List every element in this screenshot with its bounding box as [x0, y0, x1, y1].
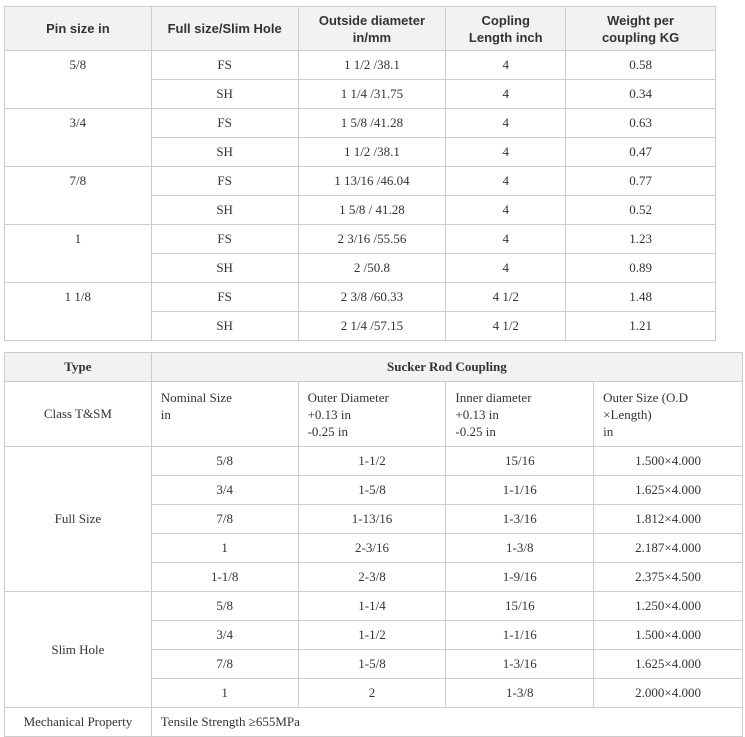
group-label-full-size: Full Size — [5, 447, 152, 592]
table-cell: 1 5/8 /41.28 — [298, 109, 446, 138]
header-pin-size: Pin size in — [5, 7, 152, 51]
type-header: Type — [5, 353, 152, 382]
table-cell: 0.52 — [566, 196, 716, 225]
table-cell: 4 — [446, 80, 566, 109]
table-row — [5, 447, 743, 476]
table-cell: 1-1/16 — [446, 621, 594, 650]
table-cell: 1 — [151, 534, 298, 563]
table-cell: 0.47 — [566, 138, 716, 167]
header-nominal-size: Nominal Size in — [151, 382, 298, 447]
table-cell: SH — [151, 138, 298, 167]
table-cell: 4 — [446, 167, 566, 196]
table-cell: 1 1/2 /38.1 — [298, 51, 446, 80]
table-cell: 0.89 — [566, 254, 716, 283]
table-cell: 2-3/16 — [298, 534, 446, 563]
table-cell: 1-3/8 — [446, 534, 594, 563]
table-cell: 2 1/4 /57.15 — [298, 312, 446, 341]
table-cell: SH — [151, 254, 298, 283]
header-outer-size: Outer Size (O.D ×Length) in — [594, 382, 743, 447]
table-cell: 4 1/2 — [446, 312, 566, 341]
pin-size-cell: 3/4 — [5, 109, 152, 167]
table-cell: 1 13/16 /46.04 — [298, 167, 446, 196]
table-cell: 5/8 — [151, 447, 298, 476]
table-cell: 4 — [446, 254, 566, 283]
table-cell: 1 5/8 / 41.28 — [298, 196, 446, 225]
column-header-row — [5, 382, 743, 447]
table-cell: 2.375×4.500 — [594, 563, 743, 592]
coupling-dimensions-table — [4, 6, 716, 341]
header-outside-diameter: Outside diameter in/mm — [298, 7, 446, 51]
table-header-row — [5, 7, 716, 51]
table-cell: FS — [151, 225, 298, 254]
table-cell: 4 — [446, 51, 566, 80]
header-outer-diameter: Outer Diameter +0.13 in -0.25 in — [298, 382, 446, 447]
table-cell: FS — [151, 283, 298, 312]
table-cell: 1-3/16 — [446, 650, 594, 679]
table-cell: 4 — [446, 109, 566, 138]
table-cell: 1.23 — [566, 225, 716, 254]
table-cell: 2 — [298, 679, 446, 708]
table-cell: SH — [151, 312, 298, 341]
header-full-slim: Full size/Slim Hole — [151, 7, 298, 51]
table-cell: 15/16 — [446, 592, 594, 621]
table-row — [5, 592, 743, 621]
table-cell: FS — [151, 167, 298, 196]
table-cell: 1.250×4.000 — [594, 592, 743, 621]
table-cell: 1-1/4 — [298, 592, 446, 621]
pin-size-cell: 1 — [5, 225, 152, 283]
table-cell: 4 — [446, 225, 566, 254]
table-cell: 3/4 — [151, 621, 298, 650]
table-cell: 1-1/8 — [151, 563, 298, 592]
table-cell: 1-3/8 — [446, 679, 594, 708]
table-cell: 1-1/2 — [298, 621, 446, 650]
table-row — [5, 167, 716, 196]
table-row — [5, 225, 716, 254]
table-cell: 1.500×4.000 — [594, 447, 743, 476]
table-cell: 1-13/16 — [298, 505, 446, 534]
table-cell: 1-5/8 — [298, 476, 446, 505]
table-cell: 1-5/8 — [298, 650, 446, 679]
table-cell: FS — [151, 109, 298, 138]
header-inner-diameter: Inner diameter +0.13 in -0.25 in — [446, 382, 594, 447]
table-cell: 1-3/16 — [446, 505, 594, 534]
table-cell: 1.21 — [566, 312, 716, 341]
table-cell: 5/8 — [151, 592, 298, 621]
table-title: Sucker Rod Coupling — [151, 353, 742, 382]
table-cell: 2 3/8 /60.33 — [298, 283, 446, 312]
table-cell: 0.77 — [566, 167, 716, 196]
table-cell: 1 1/4 /31.75 — [298, 80, 446, 109]
table-cell: 2.000×4.000 — [594, 679, 743, 708]
table-row — [5, 51, 716, 80]
table-cell: 1-1/2 — [298, 447, 446, 476]
table-cell: 4 — [446, 138, 566, 167]
table-row — [5, 283, 716, 312]
table-cell: 2 3/16 /55.56 — [298, 225, 446, 254]
pin-size-cell: 7/8 — [5, 167, 152, 225]
table-cell: 1.500×4.000 — [594, 621, 743, 650]
sucker-rod-coupling-table — [4, 352, 743, 737]
table-cell: 1.625×4.000 — [594, 650, 743, 679]
mechanical-property-label: Mechanical Property — [5, 708, 152, 737]
table-cell: 1.48 — [566, 283, 716, 312]
table-cell: 1.625×4.000 — [594, 476, 743, 505]
table-cell: 3/4 — [151, 476, 298, 505]
pin-size-cell: 1 1/8 — [5, 283, 152, 341]
table-cell: 2 /50.8 — [298, 254, 446, 283]
table-row — [5, 109, 716, 138]
header-copling-length: Copling Length inch — [446, 7, 566, 51]
class-label: Class T&SM — [5, 382, 152, 447]
mechanical-property-value: Tensile Strength ≥655MPa — [151, 708, 742, 737]
table-cell: 2.187×4.000 — [594, 534, 743, 563]
table-cell: 7/8 — [151, 650, 298, 679]
table-cell: 1 1/2 /38.1 — [298, 138, 446, 167]
table-cell: 4 — [446, 196, 566, 225]
table-cell: 0.63 — [566, 109, 716, 138]
table-cell: 7/8 — [151, 505, 298, 534]
table-cell: 1.812×4.000 — [594, 505, 743, 534]
table-row — [5, 708, 743, 737]
header-weight: Weight per coupling KG — [566, 7, 716, 51]
table-cell: 15/16 — [446, 447, 594, 476]
table-cell: 2-3/8 — [298, 563, 446, 592]
pin-size-cell: 5/8 — [5, 51, 152, 109]
table-cell: 0.34 — [566, 80, 716, 109]
group-label-slim-hole: Slim Hole — [5, 592, 152, 708]
table-header-row — [5, 353, 743, 382]
table-cell: FS — [151, 51, 298, 80]
table-cell: 1-9/16 — [446, 563, 594, 592]
table-cell: SH — [151, 196, 298, 225]
table-cell: 0.58 — [566, 51, 716, 80]
table-cell: 4 1/2 — [446, 283, 566, 312]
table-cell: SH — [151, 80, 298, 109]
table-cell: 1 — [151, 679, 298, 708]
table-cell: 1-1/16 — [446, 476, 594, 505]
